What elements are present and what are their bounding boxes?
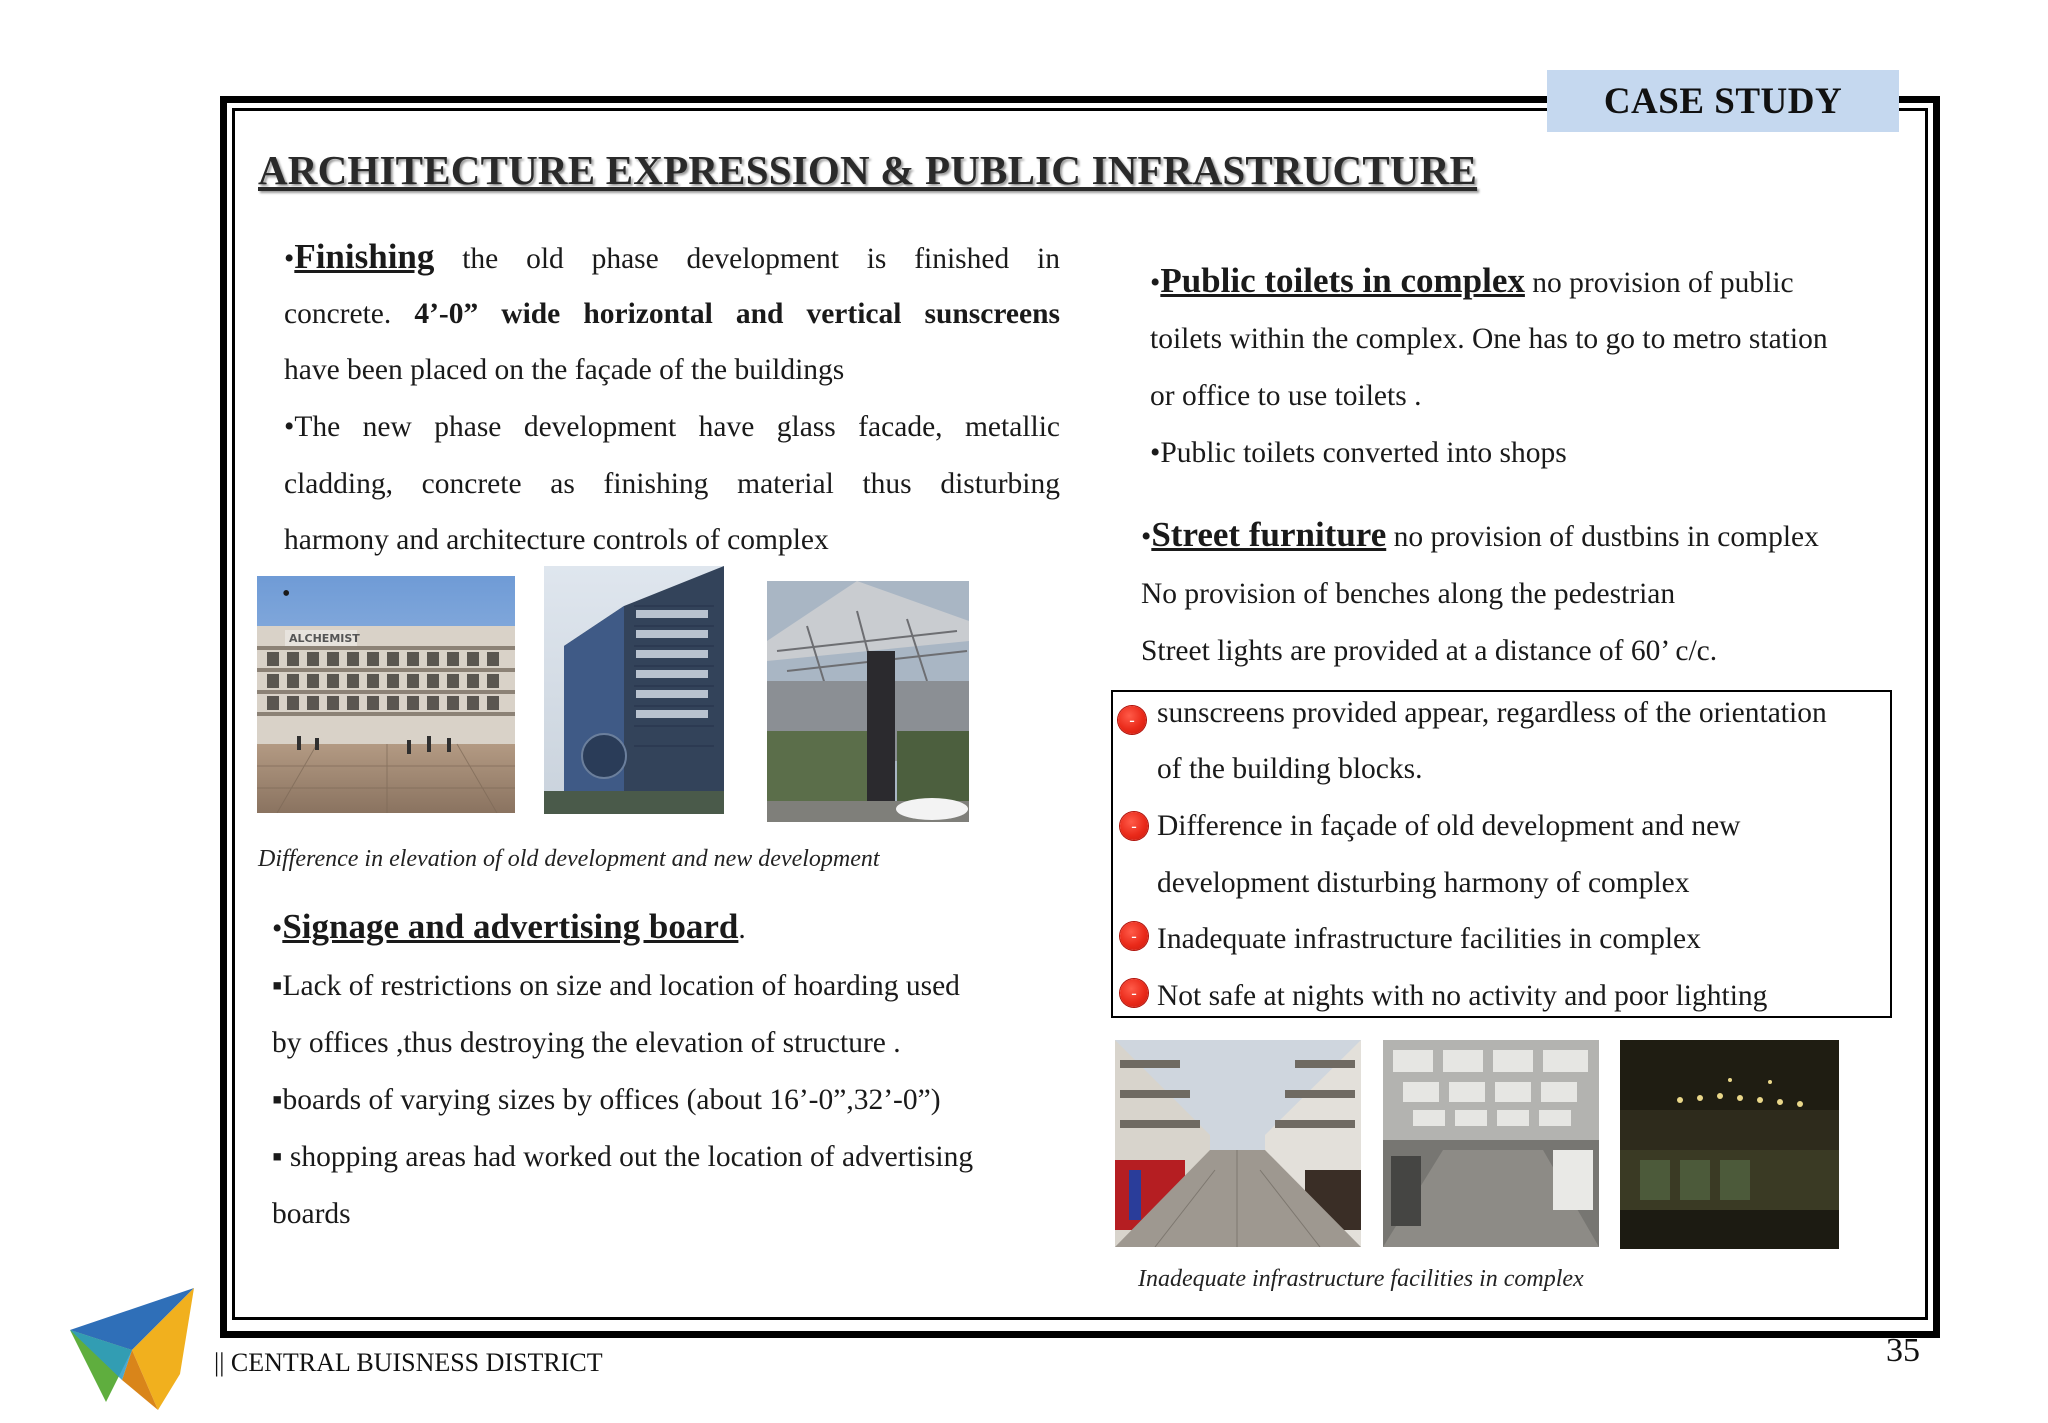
signage-heading-line [272, 898, 746, 958]
photo-dark-night [1620, 1040, 1839, 1249]
stray-bullet: • [282, 581, 291, 607]
photos-right-caption: Inadequate infrastructure facilities in complex [1138, 1266, 1584, 1292]
issue-line-4: development disturbing harmony of complex [1157, 867, 1690, 899]
photo-pedestrian-street [1115, 1040, 1361, 1247]
signage-line-3: ▪boards of varying sizes by offices (about 16’-0”,32’-0”) [272, 1084, 941, 1116]
photo-old-development [257, 576, 515, 813]
bullet: • [284, 243, 295, 275]
signage-heading: Signage and advertising board [282, 907, 739, 946]
finishing-text: concrete. [284, 298, 392, 330]
issue-line-6: Not safe at nights with no activity and poor lighting [1157, 980, 1768, 1012]
red-bullet-icon: - [1120, 812, 1148, 840]
issue-line-2: of the building blocks. [1157, 753, 1423, 785]
finishing-line-1 [284, 228, 1060, 288]
toilets-heading: Public toilets in complex [1160, 261, 1525, 300]
logo-icon [62, 1284, 202, 1418]
signage-heading-suffix: . [738, 913, 746, 945]
street-heading-line [1141, 506, 1819, 566]
street-text: no provision of dustbins in complex [1393, 521, 1819, 553]
finishing-bold-text: 4’-0” wide horizontal and vertical sunscreens [414, 298, 1060, 330]
signage-line-1: ▪Lack of restrictions on size and location of hoarding used [272, 970, 960, 1002]
street-line-3: Street lights are provided at a distance of 60’ c/c. [1141, 635, 1718, 667]
red-bullet-icon: - [1120, 979, 1148, 1007]
red-bullet-icon: - [1120, 922, 1148, 950]
toilets-heading-line [1150, 252, 1794, 312]
alchemist-sign: ALCHEMIST [289, 632, 360, 645]
photo-corridor-ceiling [1383, 1040, 1599, 1247]
page-number: 35 [1886, 1332, 1920, 1369]
issue-line-5: Inadequate infrastructure facilities in complex [1157, 923, 1701, 955]
toilets-line-2: toilets within the complex. One has to go to metro station [1150, 323, 1828, 355]
finishing-line-2 [284, 286, 1060, 343]
finishing-line-5: cladding, concrete as finishing material thus disturbing [284, 468, 1060, 500]
signage-line-5: boards [272, 1198, 351, 1230]
finishing-line-6: harmony and architecture controls of complex [284, 524, 829, 556]
photo-canopy-building [767, 581, 969, 822]
page-title: ARCHITECTURE EXPRESSION & PUBLIC INFRASTRUCTURE [258, 147, 1478, 193]
photos-left-caption: Difference in elevation of old development and new development [258, 846, 880, 872]
bullet: • [1150, 267, 1161, 299]
case-study-tab: CASE STUDY [1547, 70, 1899, 132]
issue-line-3: Difference in façade of old development and new [1157, 810, 1741, 842]
bullet: • [1141, 521, 1152, 553]
toilets-line-3: or office to use toilets . [1150, 380, 1422, 412]
footer-label: || CENTRAL BUISNESS DISTRICT [214, 1348, 603, 1377]
signage-line-2: by offices ,thus destroying the elevation of structure . [272, 1027, 901, 1059]
finishing-line-4: •The new phase development have glass facade, metallic [284, 411, 1060, 443]
finishing-text: the old phase development is finished in [462, 243, 1061, 275]
finishing-line-3: have been placed on the façade of the buildings [284, 354, 845, 386]
street-heading: Street furniture [1151, 515, 1387, 554]
signage-line-4: ▪ shopping areas had worked out the location of advertising [272, 1141, 974, 1173]
toilets-line-4: •Public toilets converted into shops [1150, 437, 1567, 469]
issue-line-1: sunscreens provided appear, regardless of the orientation [1157, 697, 1827, 729]
finishing-heading: Finishing [294, 237, 435, 276]
toilets-text: no provision of public [1532, 267, 1794, 299]
street-line-2: No provision of benches along the pedestrian [1141, 578, 1676, 610]
red-bullet-icon: - [1118, 706, 1146, 734]
photo-glass-tower [544, 566, 724, 814]
bullet: • [272, 913, 283, 945]
